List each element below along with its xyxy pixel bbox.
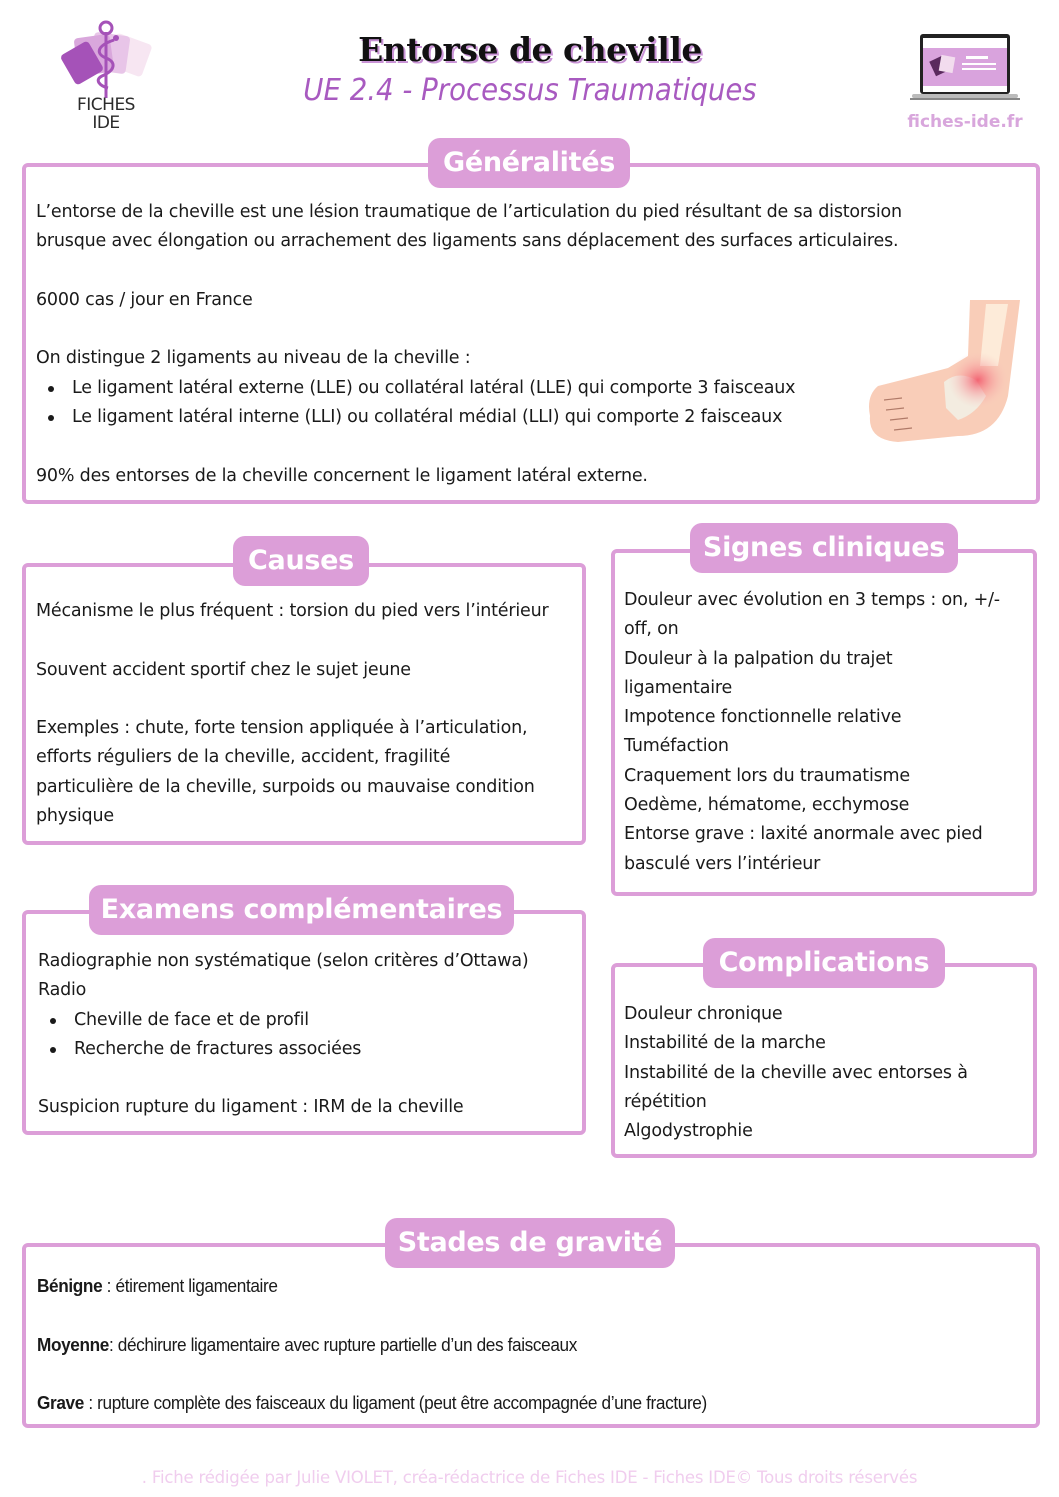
complication-line: Algodystrophie [624, 1121, 753, 1142]
signe-line: Oedème, hématome, ecchymose [624, 795, 910, 816]
causes-line2: Souvent accident sportif chez le sujet jeune [36, 659, 411, 680]
generalites-ligaments-intro: On distingue 2 ligaments au niveau de la cheville : [36, 348, 471, 369]
signe-line: Douleur avec évolution en 3 temps : on, +/- [624, 590, 1000, 610]
page-title: Entorse de cheville [358, 30, 702, 69]
logo-text-fiches: FICHES [77, 95, 135, 115]
signes-cliniques-heading: Signes cliniques [690, 523, 958, 573]
causes-line1: Mécanisme le plus fréquent : torsion du pied vers l’intérieur [36, 601, 549, 621]
examens-bullet: Recherche de fractures associées [38, 1035, 529, 1064]
examens-content [38, 947, 529, 1123]
causes-heading: Causes [233, 536, 369, 586]
signe-line: Douleur à la palpation du trajet [624, 648, 893, 669]
complications-heading: Complications [703, 938, 945, 988]
stade-item-moyenne [37, 1330, 707, 1359]
generalites-stat: 6000 cas / jour en France [36, 289, 253, 310]
stade-text: rupture complète des faisceaux du ligament (peut être accompagnée d’une fracture) [97, 1392, 707, 1414]
complication-line: Douleur chronique [624, 1004, 783, 1024]
ankle-sprain-illustration [858, 296, 1028, 446]
complications-content [624, 1000, 968, 1146]
generalites-intro-line2: brusque avec élongation ou arrachement des ligaments sans déplacement des surfaces articulaires. [36, 231, 899, 252]
causes-example-line: efforts réguliers de la cheville, accident, fragilité [36, 747, 451, 768]
complication-line: Instabilité de la marche [624, 1033, 826, 1054]
generalites-content [36, 198, 902, 491]
stades-heading: Stades de gravité [385, 1218, 675, 1268]
stade-label: Moyenne [37, 1333, 109, 1355]
stades-content [37, 1271, 707, 1417]
stade-sep: : [102, 1275, 116, 1296]
footer-copyright: . Fiche rédigée par Julie VIOLET, créa-rédactrice de Fiches IDE - Fiches IDE© Tous droits réservés [141, 1468, 918, 1487]
website-link[interactable]: fiches-ide.fr [907, 112, 1023, 132]
examens-line2: Radio [38, 980, 87, 1001]
causes-example-line: physique [36, 806, 114, 827]
complication-line: répétition [624, 1091, 707, 1112]
fiches-ide-logo [50, 18, 162, 134]
complication-line: Instabilité de la cheville avec entorses à [624, 1062, 968, 1083]
signe-line: Tuméfaction [624, 736, 729, 757]
stade-sep: : [108, 1333, 118, 1355]
signe-line: Craquement lors du traumatisme [624, 765, 910, 786]
examens-bullet: Cheville de face et de profil [38, 1006, 529, 1035]
generalites-conclusion: 90% des entorses de la cheville concernent le ligament latéral externe. [36, 465, 648, 486]
logo-text-ide: IDE [92, 113, 120, 133]
page-subtitle: UE 2.4 - Processus Traumatiques [303, 73, 757, 108]
stade-label: Bénigne [37, 1275, 103, 1296]
stade-item-grave [37, 1388, 707, 1417]
stade-label: Grave [37, 1392, 84, 1414]
stade-item-benigne [37, 1271, 707, 1300]
causes-example-line: Exemples : chute, forte tension appliquée à l’articulation, [36, 718, 528, 739]
signe-line: off, on [624, 619, 679, 640]
signe-line: Entorse grave : laxité anormale avec pied [624, 824, 983, 845]
examens-line3: Suspicion rupture du ligament : IRM de la cheville [38, 1097, 464, 1118]
generalites-intro-line1: L’entorse de la cheville est une lésion traumatique de l’articulation du pied résultant de sa distorsion [36, 202, 902, 222]
ligament-item: Le ligament latéral interne (LLI) ou collatéral médial (LLI) qui comporte 2 faisceaux [36, 403, 902, 432]
ligament-item: Le ligament latéral externe (LLE) ou collatéral latéral (LLE) qui comporte 3 faisceaux [36, 374, 902, 403]
causes-content [36, 597, 548, 831]
signes-cliniques-content [624, 586, 1000, 879]
stade-text: déchirure ligamentaire avec rupture partielle d’un des faisceaux [117, 1333, 577, 1355]
signe-line: basculé vers l’intérieur [624, 853, 821, 874]
stade-text: étirement ligamentaire [115, 1275, 278, 1296]
examens-heading: Examens complémentaires [89, 885, 514, 935]
caduceus-icon [50, 18, 162, 98]
signe-line: ligamentaire [624, 677, 733, 698]
stade-sep: : [83, 1392, 98, 1414]
causes-example-line: particulière de la cheville, surpoids ou mauvaise condition [36, 776, 535, 797]
examens-line1: Radiographie non systématique (selon critères d’Ottawa) [38, 951, 529, 971]
signe-line: Impotence fonctionnelle relative [624, 707, 902, 728]
laptop-website-icon [910, 30, 1020, 104]
generalites-heading: Généralités [428, 138, 630, 188]
